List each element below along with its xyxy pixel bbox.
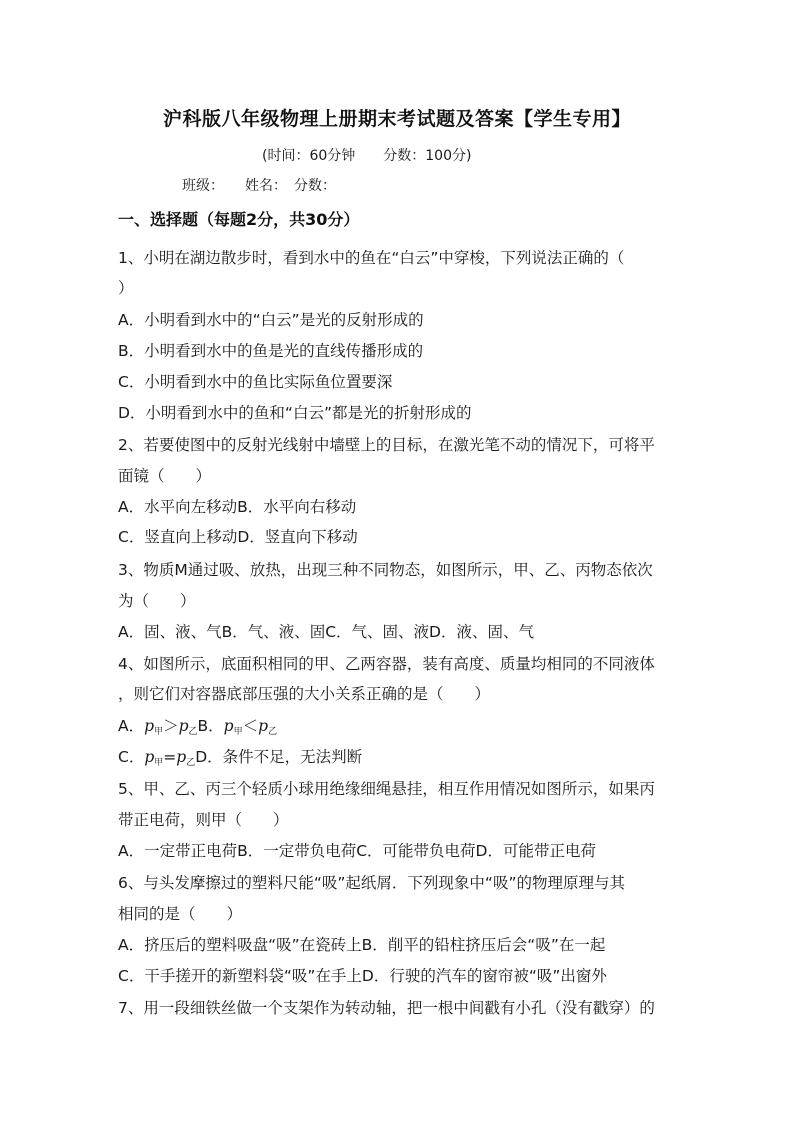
comparison-operator: = <box>163 748 177 766</box>
answer-option: D．小明看到水中的鱼和“白云”都是光的折射形成的 <box>118 404 472 422</box>
pressure-symbol: p <box>144 717 155 735</box>
question-stem: 7、用一段细铁丝做一个支架作为转动轴，把一根中间戳有小孔（没有戳穿）的 <box>118 999 655 1017</box>
comparison-operator: ＜ <box>242 717 259 735</box>
answer-option: B．小明看到水中的鱼是光的直线传播形成的 <box>118 342 424 360</box>
answer-option <box>118 747 362 770</box>
question-stem: 为（ ） <box>118 592 196 610</box>
question-stem: 2、若要使图中的反射光线射中墙壁上的目标，在激光笔不动的情况下，可将平 <box>118 436 655 454</box>
subscript: 甲 <box>154 758 164 768</box>
question-stem: 带正电荷，则甲（ ） <box>118 811 289 829</box>
pressure-symbol: p <box>144 748 155 766</box>
answer-option: C．干手搓开的新塑料袋“吸”在手上D．行驶的汽车的窗帘被“吸”出窗外 <box>118 967 607 985</box>
option-letter: B． <box>197 717 224 735</box>
pressure-symbol: p <box>178 717 189 735</box>
question-stem: 3、物质M通过吸、放热，出现三种不同物态，如图所示，甲、乙、丙物态依次 <box>118 561 653 579</box>
pressure-symbol: p <box>223 717 234 735</box>
answer-option: A．一定带正电荷B．一定带负电荷C．可能带负电荷D．可能带正电荷 <box>118 842 596 860</box>
option-text: D．条件不足，无法判断 <box>195 748 363 766</box>
answer-option: A．挤压后的塑料吸盘“吸”在瓷砖上B．削平的铅柱挤压后会“吸”在一起 <box>118 936 606 954</box>
answer-option: C．竖直向上移动D．竖直向下移动 <box>118 528 358 546</box>
question-stem: 4、如图所示，底面积相同的甲、乙两容器，装有高度、质量均相同的不同液体 <box>118 655 655 673</box>
question-stem: 面镜（ ） <box>118 467 212 485</box>
section-header: 一、选择题（每题2分，共30分） <box>118 210 360 229</box>
answer-option: C．小明看到水中的鱼比实际鱼位置要深 <box>118 373 393 391</box>
answer-option: A．固、液、气B．气、液、固C．气、固、液D．液、固、气 <box>118 623 534 641</box>
option-letter: A． <box>118 717 145 735</box>
question-stem: 5、甲、乙、丙三个轻质小球用绝缘细绳悬挂，相互作用情况如图所示，如果丙 <box>118 780 655 798</box>
document-title: 沪科版八年级物理上册期末考试题及答案【学生专用】 <box>162 108 631 130</box>
subscript: 乙 <box>268 727 278 737</box>
comparison-operator: ＞ <box>163 717 179 735</box>
question-stem: 相同的是（ ） <box>118 905 243 923</box>
pressure-symbol: p <box>176 748 187 766</box>
question-stem: ） <box>118 279 134 297</box>
subscript: 甲 <box>233 727 243 737</box>
subscript: 乙 <box>186 758 196 768</box>
answer-option: A．水平向左移动B．水平向右移动 <box>118 498 357 516</box>
question-stem: 6、与头发摩擦过的塑料尺能“吸”起纸屑．下列现象中“吸”的物理原理与其 <box>118 874 625 892</box>
option-letter: C． <box>118 748 145 766</box>
subscript: 甲 <box>154 727 164 737</box>
pressure-symbol: p <box>258 717 269 735</box>
answer-option <box>118 716 277 739</box>
question-stem: 1、小明在湖边散步时，看到水中的鱼在“白云”中穿梭，下列说法正确的（ <box>118 249 625 267</box>
question-stem: ，则它们对容器底部压强的大小关系正确的是（ ） <box>118 685 491 703</box>
time-score-line: (时间：60分钟 分数：100分) <box>262 148 472 164</box>
answer-option: A．小明看到水中的“白云”是光的反射形成的 <box>118 311 424 329</box>
subscript: 乙 <box>188 727 198 737</box>
student-info-line: 班级： 姓名： 分数： <box>182 178 336 194</box>
